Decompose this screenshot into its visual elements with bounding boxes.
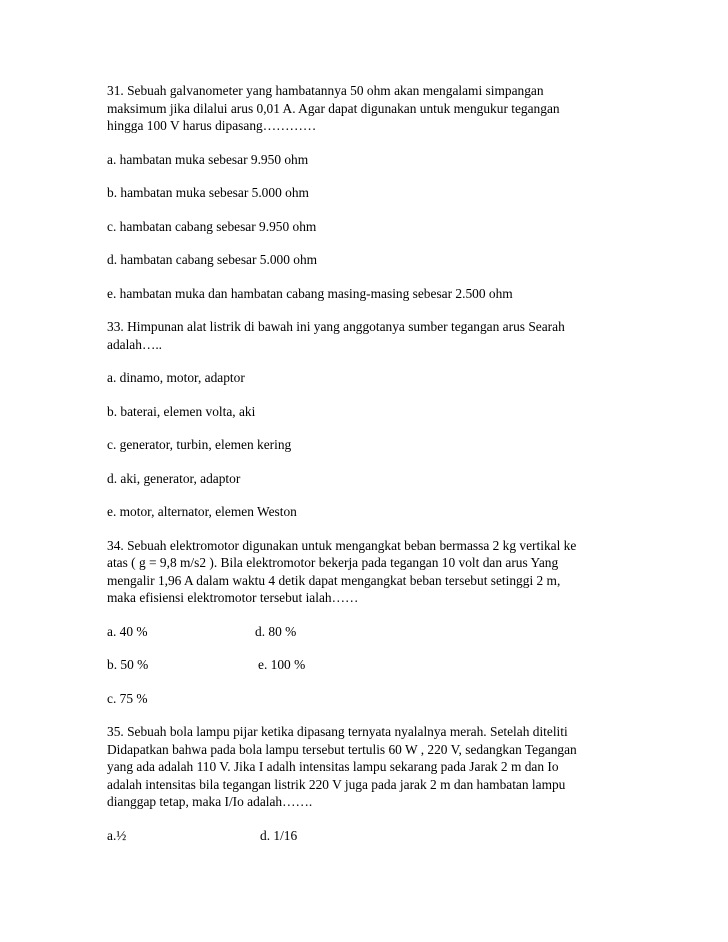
question-33 xyxy=(107,318,667,353)
question-33-line-1: 33. Himpunan alat listrik di bawah ini yang anggotanya sumber tegangan arus Searah xyxy=(107,319,565,334)
question-34-line-4: maka efisiensi elektromotor tersebut ialah…… xyxy=(107,590,359,605)
question-31-line-3: hingga 100 V harus dipasang………… xyxy=(107,118,317,133)
question-31-line-2: maksimum jika dilalui arus 0,01 A. Agar dapat digunakan untuk mengukur tegangan xyxy=(107,100,560,116)
question-35-option-d: d. 1/16 xyxy=(260,827,298,843)
question-34-option-b: b. 50 % xyxy=(107,657,149,672)
question-34-option-c: c. 75 % xyxy=(107,690,148,706)
question-31-option-d: d. hambatan cabang sebesar 5.000 ohm xyxy=(107,252,318,267)
question-34-option-e: e. 100 % xyxy=(258,657,306,672)
question-33-option-b: b. baterai, elemen volta, aki xyxy=(107,403,256,419)
question-31-option-b: b. hambatan muka sebesar 5.000 ohm xyxy=(107,185,309,200)
question-31-line-1: 31. Sebuah galvanometer yang hambatannya 50 ohm akan mengalami simpangan xyxy=(107,83,544,98)
question-35-option-a: a.½ xyxy=(107,827,127,843)
question-34 xyxy=(107,537,667,607)
question-34-option-a: a. 40 % xyxy=(107,623,148,639)
question-34-option-row-1 xyxy=(107,623,667,641)
question-35-line-5: dianggap tetap, maka I/Io adalah……. xyxy=(107,794,313,809)
question-35-line-4: adalah intensitas bila tegangan listrik 220 V juga pada jarak 2 m dan hambatan lampu xyxy=(107,776,566,792)
question-33-option-a: a. dinamo, motor, adaptor xyxy=(107,370,245,385)
question-31-option-a: a. hambatan muka sebesar 9.950 ohm xyxy=(107,151,309,167)
question-35-option-row-1 xyxy=(107,827,667,845)
question-31-option-e: e. hambatan muka dan hambatan cabang masing-masing sebesar 2.500 ohm xyxy=(107,285,513,301)
question-33-option-e: e. motor, alternator, elemen Weston xyxy=(107,504,297,519)
document-page xyxy=(107,82,667,844)
question-31 xyxy=(107,82,667,135)
question-35 xyxy=(107,723,667,811)
question-35-line-3: yang ada adalah 110 V. Jika I adalh intensitas lampu sekarang pada Jarak 2 m dan Io xyxy=(107,759,559,774)
question-34-line-2: atas ( g = 9,8 m/s2 ). Bila elektromotor bekerja pada tegangan 10 volt dan arus Yang xyxy=(107,555,559,570)
question-34-line-1: 34. Sebuah elektromotor digunakan untuk mengangkat beban bermassa 2 kg vertikal ke xyxy=(107,537,577,553)
question-35-line-2: Didapatkan bahwa pada bola lampu tersebut tertulis 60 W , 220 V, sedangkan Tegangan xyxy=(107,741,577,757)
question-33-option-d: d. aki, generator, adaptor xyxy=(107,470,241,486)
question-31-option-c: c. hambatan cabang sebesar 9.950 ohm xyxy=(107,218,317,234)
question-35-line-1: 35. Sebuah bola lampu pijar ketika dipasang ternyata nyalalnya merah. Setelah diteliti xyxy=(107,724,568,739)
question-34-line-3: mengalir 1,96 A dalam waktu 4 detik dapat mengangkat beban tersebut setinggi 2 m, xyxy=(107,572,561,588)
question-33-option-c: c. generator, turbin, elemen kering xyxy=(107,437,292,452)
question-33-line-2: adalah….. xyxy=(107,336,163,352)
question-34-option-row-2 xyxy=(107,656,667,674)
question-34-option-d: d. 80 % xyxy=(255,623,297,639)
